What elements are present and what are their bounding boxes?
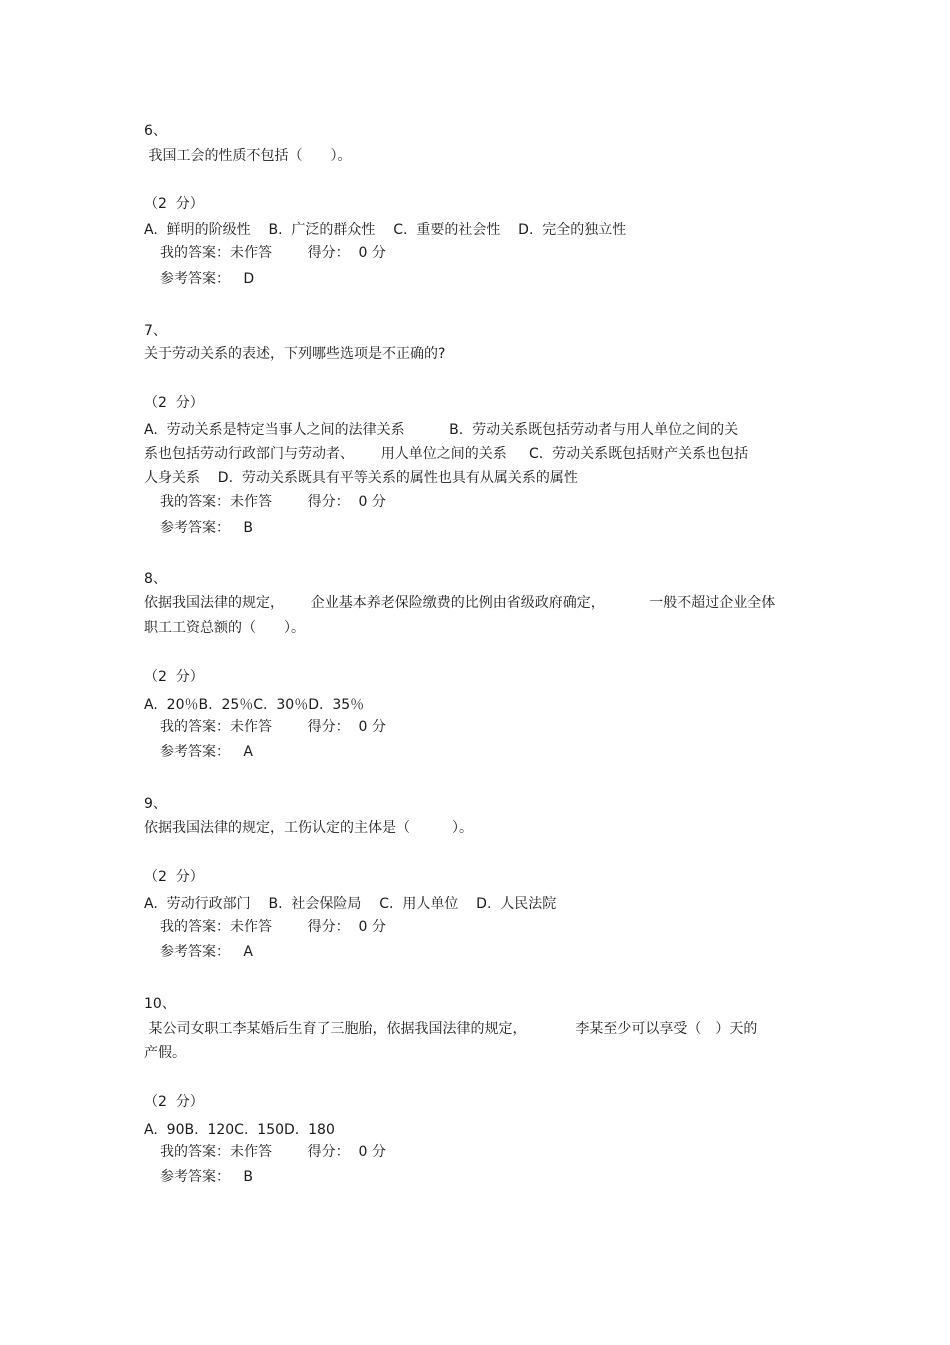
question-number: 6、: [144, 123, 167, 139]
question-options: 系也包括劳动行政部门与劳动者、 用人单位之间的关系 C. 劳动关系既包括财产关系也包括: [144, 446, 749, 462]
question-options: 人身关系 D. 劳动关系既具有平等关系的属性也具有从属关系的属性: [144, 470, 578, 486]
question-options: A. 90B. 120C. 150D. 180: [144, 1122, 335, 1138]
question-stem: 我国工会的性质不包括（ ）。: [144, 148, 352, 164]
question-stem: 关于劳动关系的表述，下列哪些选项是不正确的?: [144, 346, 446, 362]
question-number: 7、: [144, 323, 167, 339]
question-stem: 产假。: [144, 1045, 186, 1061]
question-stem: 职工工资总额的（ ）。: [144, 620, 305, 636]
question-options: A. 劳动行政部门 B. 社会保险局 C. 用人单位 D. 人民法院: [144, 896, 557, 912]
question-score: （2 分）: [144, 669, 204, 685]
question-number: 8、: [144, 571, 167, 587]
my-answer: 我的答案：未作答 得分： 0 分: [160, 494, 386, 510]
question-number: 9、: [144, 796, 167, 812]
my-answer: 我的答案：未作答 得分： 0 分: [160, 719, 386, 735]
question-score: （2 分）: [144, 869, 204, 885]
reference-answer: 参考答案： B: [160, 1169, 253, 1185]
reference-answer: 参考答案： A: [160, 944, 253, 960]
question-score: （2 分）: [144, 1094, 204, 1110]
question-options: A. 鲜明的阶级性 B. 广泛的群众性 C. 重要的社会性 D. 完全的独立性: [144, 222, 627, 238]
question-score: （2 分）: [144, 196, 204, 212]
reference-answer: 参考答案： A: [160, 744, 253, 760]
my-answer: 我的答案：未作答 得分： 0 分: [160, 1144, 386, 1160]
reference-answer: 参考答案： D: [160, 271, 255, 287]
question-stem: 某公司女职工李某婚后生育了三胞胎，依据我国法律的规定， 李某至少可以享受（ ）天的: [144, 1021, 758, 1037]
question-score: （2 分）: [144, 395, 204, 411]
reference-answer: 参考答案： B: [160, 520, 253, 536]
question-options: A. 劳动关系是特定当事人之间的法律关系 B. 劳动关系既包括劳动者与用人单位之间的关: [144, 422, 739, 438]
my-answer: 我的答案：未作答 得分： 0 分: [160, 919, 386, 935]
question-stem: 依据我国法律的规定，工伤认定的主体是（ ）。: [144, 820, 473, 836]
question-stem: 依据我国法律的规定， 企业基本养老保险缴费的比例由省级政府确定， 一般不超过企业全体: [144, 595, 776, 611]
question-options: A. 20％B. 25％C. 30％D. 35％: [144, 697, 365, 713]
my-answer: 我的答案：未作答 得分： 0 分: [160, 245, 386, 261]
question-number: 10、: [144, 996, 176, 1012]
